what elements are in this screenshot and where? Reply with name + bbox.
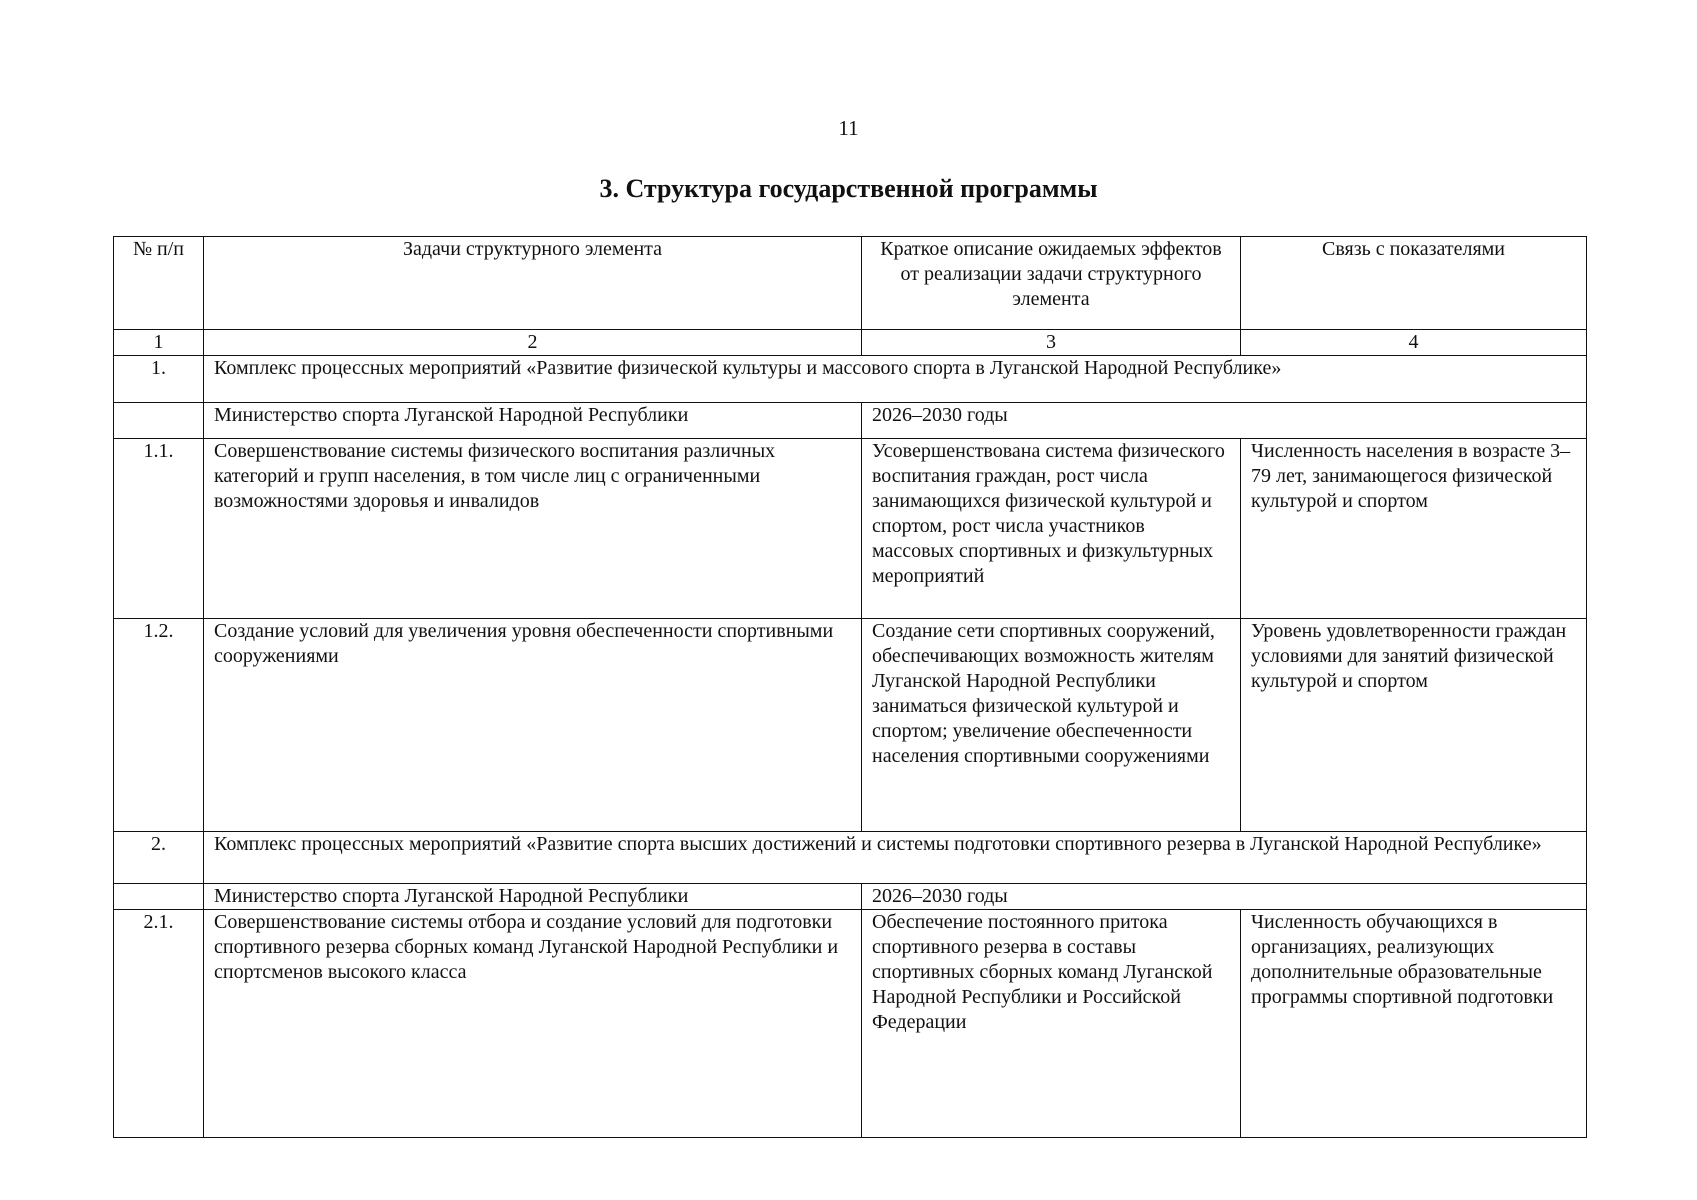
task-description: Совершенствование системы физического воспитания различных категорий и групп населения, в том числе лиц с ограниченными возможностями здоровья и инвалидов: [204, 439, 862, 619]
column-number: 3: [862, 330, 1241, 356]
structure-table: [113, 236, 1587, 1138]
header-indicators: Связь с показателями: [1241, 237, 1587, 330]
task-num: 1.2.: [114, 619, 204, 832]
implementation-period: 2026–2030 годы: [862, 403, 1587, 439]
header-num: № п/п: [114, 237, 204, 330]
task-effect: Обеспечение постоянного притока спортивного резерва в составы спортивных сборных команд Луганской Народной Республики и Российской Федерации: [862, 910, 1241, 1138]
task-row: [114, 619, 1587, 832]
task-num: 1.1.: [114, 439, 204, 619]
column-number: 4: [1241, 330, 1587, 356]
section-row: [114, 832, 1587, 884]
column-number: 2: [204, 330, 862, 356]
page-title: 3. Структура государственной программы: [599, 174, 1098, 203]
responsible-row: [114, 884, 1587, 910]
task-indicator: Численность обучающихся в организациях, реализующих дополнительные образовательные программы спортивной подготовки: [1241, 910, 1587, 1138]
task-description: Создание условий для увеличения уровня обеспеченности спортивными сооружениями: [204, 619, 862, 832]
task-effect: Усовершенствована система физического воспитания граждан, рост числа занимающихся физической культурой и спортом, рост числа участников массовых спортивных и физкультурных мероприятий: [862, 439, 1241, 619]
empty-cell: [114, 884, 204, 910]
column-number: 1: [114, 330, 204, 356]
header-tasks: Задачи структурного элемента: [204, 237, 862, 330]
task-effect: Создание сети спортивных сооружений, обеспечивающих возможность жителям Луганской Народной Республики заниматься физической культурой и спортом; увеличение обеспеченности населения спортивными сооружениями: [862, 619, 1241, 832]
empty-cell: [114, 403, 204, 439]
section-row: [114, 356, 1587, 403]
task-indicator: Численность населения в возрасте 3–79 лет, занимающегося физической культурой и спортом: [1241, 439, 1587, 619]
page-number: 11: [838, 116, 859, 140]
section-title: Комплекс процессных мероприятий «Развитие спорта высших достижений и системы подготовки спортивного резерва в Луганской Народной Республике»: [204, 832, 1587, 884]
header-effects: Краткое описание ожидаемых эффектов от реализации задачи структурного элемента: [862, 237, 1241, 330]
task-indicator: Уровень удовлетворенности граждан условиями для занятий физической культурой и спортом: [1241, 619, 1587, 832]
header-row: [114, 237, 1587, 330]
section-num: 1.: [114, 356, 204, 403]
task-row: [114, 439, 1587, 619]
section-num: 2.: [114, 832, 204, 884]
section-title: Комплекс процессных мероприятий «Развитие физической культуры и массового спорта в Луганской Народной Республике»: [204, 356, 1587, 403]
column-number-row: [114, 330, 1587, 356]
responsible-row: [114, 403, 1587, 439]
task-description: Совершенствование системы отбора и создание условий для подготовки спортивного резерва сборных команд Луганской Народной Республики и спортсменов высокого класса: [204, 910, 862, 1138]
task-row: [114, 910, 1587, 1138]
responsible-executor: Министерство спорта Луганской Народной Республики: [204, 403, 862, 439]
responsible-executor: Министерство спорта Луганской Народной Республики: [204, 884, 862, 910]
implementation-period: 2026–2030 годы: [862, 884, 1587, 910]
task-num: 2.1.: [114, 910, 204, 1138]
